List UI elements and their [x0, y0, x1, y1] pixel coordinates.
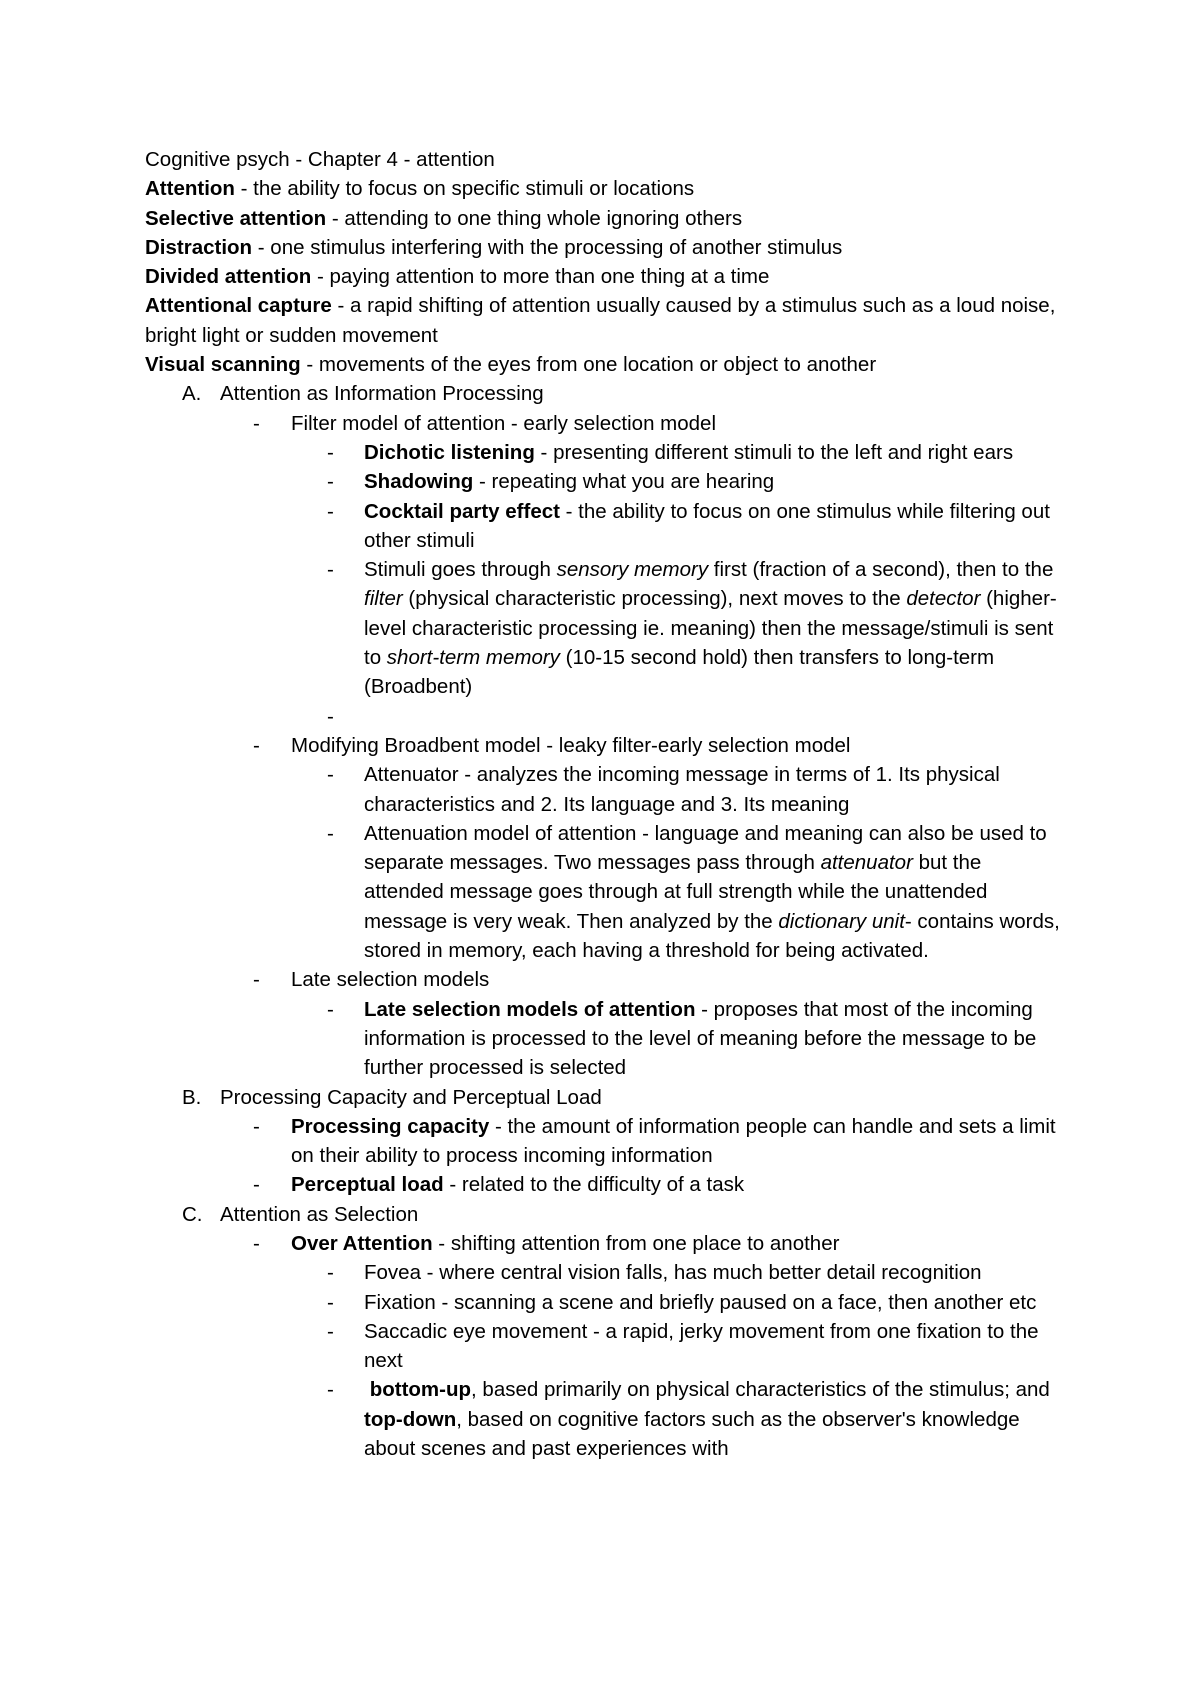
definition-term: Processing capacity	[291, 1114, 490, 1138]
body-text: Stimuli goes through	[364, 558, 557, 582]
cocktail-party-item	[145, 497, 1065, 556]
attenuation-model-item	[145, 819, 1065, 965]
body-text: , based primarily on physical characteristics of the stimulus; and	[471, 1378, 1050, 1402]
dash-bullet: -	[327, 763, 334, 787]
dash-bullet: -	[253, 1231, 260, 1255]
section-marker: C.	[182, 1202, 203, 1226]
definition-term: Selective attention	[145, 206, 327, 230]
body-text: (10-15 second hold) then transfers to long-term (Broadbent)	[364, 646, 995, 699]
definition-attentional-capture	[145, 291, 1065, 350]
definition-attention	[145, 174, 1065, 203]
italic-term: short-term memory	[386, 646, 560, 670]
definition-term: bottom-up	[369, 1378, 472, 1402]
definition-term: Perceptual load	[291, 1173, 444, 1197]
document-body	[145, 145, 1065, 1463]
definition-text: - proposes that most of the incoming information is processed to the level of meaning before the message to be further processed is selected	[364, 997, 1037, 1080]
italic-term: attenuator	[820, 851, 913, 875]
attenuator-item	[145, 760, 1065, 819]
dash-bullet: -	[327, 470, 334, 494]
body-text: Attenuation model of attention - language and meaning can also be used to separate messages. Two messages pass through	[364, 821, 1047, 875]
definition-text: - the amount of information people can handle and sets a limit on their ability to process incoming information	[291, 1114, 1056, 1168]
list-item-text: Filter model of attention - early selection model	[291, 411, 717, 435]
definition-term: Cocktail party effect	[364, 499, 560, 523]
body-text: Saccadic eye movement - a rapid, jerky movement from one fixation to the next	[364, 1319, 1039, 1373]
document-title	[145, 145, 1065, 174]
body-text: - contains words, stored in memory, each having a threshold for being activated.	[364, 909, 1060, 963]
definition-text: - presenting different stimuli to the left and right ears	[534, 440, 1014, 464]
definition-text: - one stimulus interfering with the processing of another stimulus	[252, 235, 843, 259]
dash-bullet: -	[327, 997, 334, 1021]
definition-text: - attending to one thing whole ignoring others	[326, 206, 743, 230]
dash-bullet: -	[253, 733, 260, 757]
perceptual-load-item	[145, 1170, 1065, 1199]
empty-list-item	[145, 702, 1065, 731]
dash-bullet: -	[327, 499, 334, 523]
italic-term: detector	[906, 587, 981, 611]
body-text: Fovea - where central vision falls, has much better detail recognition	[364, 1261, 982, 1285]
broadbent-model-item	[145, 731, 1065, 760]
definition-distraction	[145, 233, 1065, 262]
dash-bullet: -	[327, 558, 334, 582]
fixation-item	[145, 1288, 1065, 1317]
definition-term: top-down	[364, 1407, 457, 1431]
bottom-up-top-down-item	[145, 1375, 1065, 1463]
section-a-heading	[145, 379, 1065, 408]
definition-text: - related to the difficulty of a task	[443, 1173, 745, 1197]
list-item-text: Modifying Broadbent model - leaky filter-early selection model	[291, 733, 851, 757]
italic-term: sensory memory	[556, 558, 709, 582]
saccadic-item	[145, 1317, 1065, 1376]
late-selection-item	[145, 965, 1065, 994]
body-text: (higher-level characteristic processing ie. meaning) then the message/stimuli is sent to	[364, 587, 1057, 670]
definition-term: Distraction	[145, 235, 253, 259]
document-title-text: Cognitive psych - Chapter 4 - attention	[145, 148, 495, 171]
dash-bullet: -	[327, 1319, 334, 1343]
processing-capacity-item	[145, 1112, 1065, 1171]
section-heading-text: Processing Capacity and Perceptual Load	[220, 1085, 602, 1109]
definition-text: - the ability to focus on specific stimuli or locations	[234, 177, 695, 201]
definition-text: - shifting attention from one place to another	[432, 1231, 840, 1255]
filter-model-item	[145, 409, 1065, 438]
dash-bullet: -	[327, 1290, 334, 1314]
section-heading-text: Attention as Information Processing	[220, 382, 544, 406]
section-b-heading	[145, 1083, 1065, 1112]
definition-selective-attention	[145, 204, 1065, 233]
section-c-heading	[145, 1200, 1065, 1229]
dash-bullet: -	[327, 704, 334, 728]
dash-bullet: -	[327, 440, 334, 464]
definition-term: Late selection models of attention	[364, 997, 696, 1021]
definition-divided-attention	[145, 262, 1065, 291]
dash-bullet: -	[327, 1261, 334, 1285]
section-marker: B.	[182, 1085, 202, 1109]
body-text: (physical characteristic processing), next moves to the	[402, 587, 907, 611]
body-text: but the attended message goes through at full strength while the unattended message is very weak. Then analyzed by the	[364, 851, 988, 933]
dash-bullet: -	[253, 1173, 260, 1197]
stimuli-pathway-item	[145, 555, 1065, 701]
overt-attention-item	[145, 1229, 1065, 1258]
late-selection-definition-item	[145, 995, 1065, 1083]
dash-bullet: -	[253, 411, 260, 435]
definition-term: Visual scanning	[145, 353, 301, 377]
definition-term: Shadowing	[364, 470, 474, 494]
body-text: Attenuator - analyzes the incoming message in terms of 1. Its physical characteristics and 2. Its language and 3. Its meaning	[364, 763, 1000, 816]
dash-bullet: -	[253, 1114, 260, 1138]
definition-term: Attention	[145, 177, 235, 201]
definition-text: - movements of the eyes from one location or object to another	[300, 353, 877, 377]
list-item-text: Late selection models	[291, 968, 490, 992]
section-heading-text: Attention as Selection	[220, 1202, 419, 1226]
shadowing-item	[145, 467, 1065, 496]
dash-bullet: -	[327, 1378, 334, 1402]
body-text: first (fraction of a second), then to the	[708, 558, 1054, 582]
definition-term: Over Attention	[291, 1231, 433, 1255]
definition-text: - repeating what you are hearing	[473, 470, 775, 494]
dash-bullet: -	[253, 968, 260, 992]
dichotic-listening-item	[145, 438, 1065, 467]
fovea-item	[145, 1258, 1065, 1287]
definition-visual-scanning	[145, 350, 1065, 379]
definition-text: - a rapid shifting of attention usually caused by a stimulus such as a loud noise, bright light or sudden movement	[145, 294, 1056, 347]
body-text: Fixation - scanning a scene and briefly paused on a face, then another etc	[364, 1290, 1037, 1314]
definition-term: Dichotic listening	[364, 440, 535, 464]
definition-text: - the ability to focus on one stimulus while filtering out other stimuli	[364, 499, 1050, 552]
definition-text: - paying attention to more than one thing at a time	[311, 265, 770, 289]
italic-term: dictionary unit	[778, 909, 905, 933]
italic-term: filter	[364, 587, 403, 611]
section-marker: A.	[182, 382, 202, 406]
definition-term: Divided attention	[145, 265, 312, 289]
definition-term: Attentional capture	[145, 294, 332, 318]
body-text: , based on cognitive factors such as the observer's knowledge about scenes and past experiences with	[364, 1407, 1020, 1461]
dash-bullet: -	[327, 821, 334, 845]
